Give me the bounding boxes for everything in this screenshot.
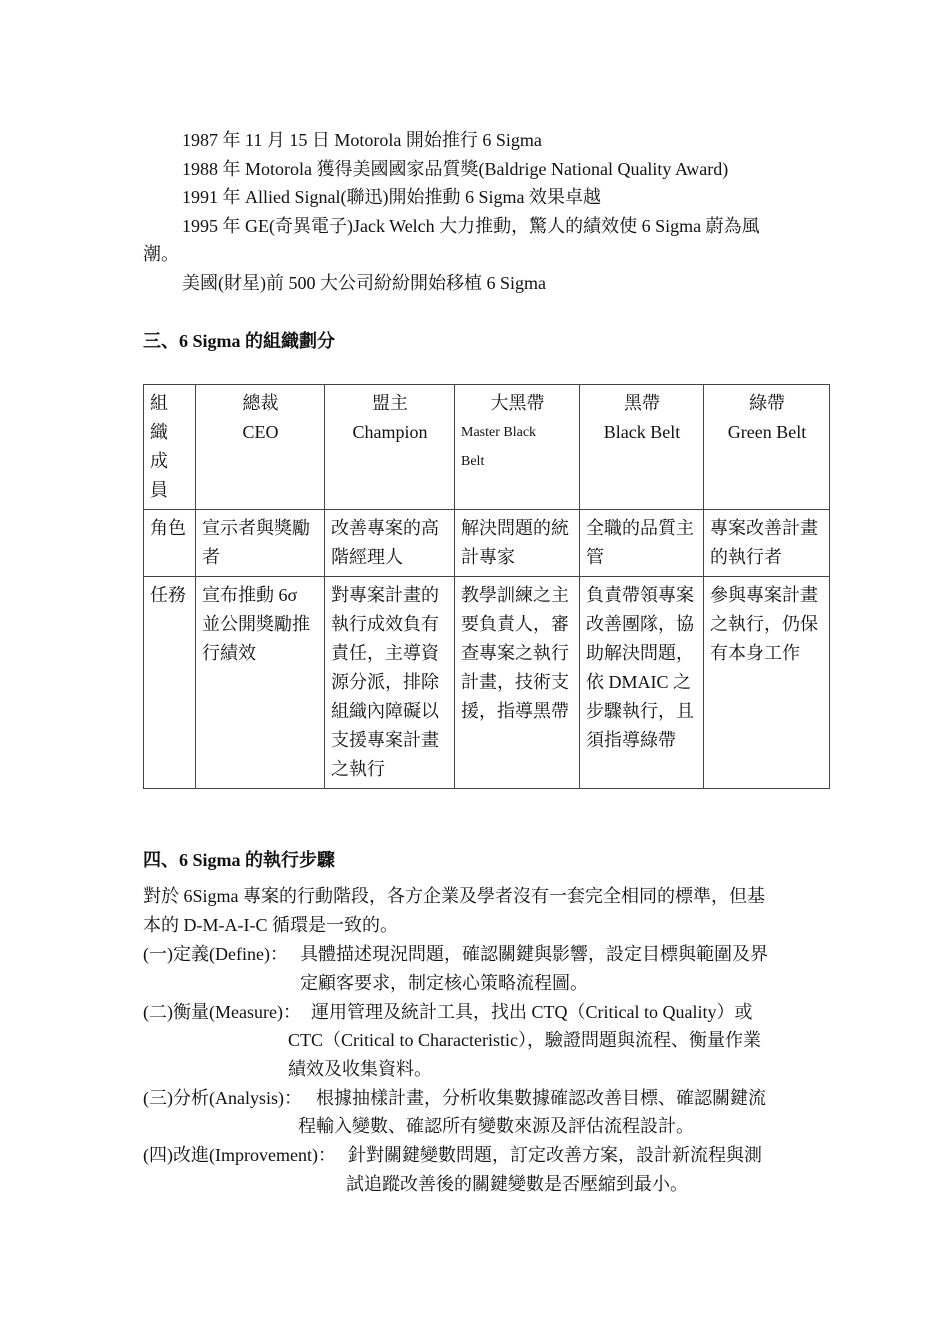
table-header-row [144,385,830,510]
task-label: 任務 [144,577,196,789]
header-bb-en: Black Belt [603,422,681,442]
step-measure-line-2: CTC（Critical to Characteristic），驗證問題與流程、衡量作業 [288,1030,761,1050]
section3-title: 三、6 Sigma 的組織劃分 [143,331,336,351]
role-gb: 專案改善計畫的執行者 [704,510,830,577]
header-label: 組織成員 [150,393,168,500]
task-gb: 參與專案計畫之執行，仍保有本身工作 [704,577,830,789]
step-measure-line-1: 運用管理及統計工具，找出 CTQ（Critical to Quality）或 [311,1002,753,1022]
history-line-1988: 1988 年 Motorola 獲得美國國家品質獎(Baldrige National Quality Award) [182,159,729,179]
header-bb-zh: 黑帶 [624,393,660,413]
section4-intro-line-2: 本的 D-M-A-I-C 循環是一致的。 [143,915,398,935]
step-define-label: (一)定義(Define)： [143,944,288,964]
header-ceo-zh: 總裁 [242,393,279,413]
header-label-cell [144,385,196,510]
step-measure-line-3: 績效及收集資料。 [288,1059,432,1079]
header-ceo-en: CEO [242,422,279,442]
step-improvement-line-2: 試追蹤改善後的關鍵變數是否壓縮到最小。 [346,1174,688,1194]
header-mbb-en2: Belt [461,454,485,469]
org-table [143,384,830,789]
header-gb-cell [704,385,830,510]
role-ceo: 宣示者與獎勵者 [196,510,325,577]
task-mbb: 教學訓練之主要負責人，審查專案之執行計畫，技術支援，指導黑帶 [455,577,580,789]
header-mbb-cell [455,385,580,510]
history-line-1987: 1987 年 11 月 15 日 Motorola 開始推行 6 Sigma [182,130,542,150]
header-champion-zh: 盟主 [372,393,408,413]
history-line-1991: 1991 年 Allied Signal(聯迅)開始推動 6 Sigma 效果卓越 [182,187,601,207]
history-line-fortune500: 美國(財星)前 500 大公司紛紛開始移植 6 Sigma [182,273,546,293]
history-line-1995-cont: 潮。 [143,244,179,264]
role-label: 角色 [144,510,196,577]
header-gb-zh: 綠帶 [749,393,785,413]
header-mbb-zh: 大黑帶 [490,393,545,413]
section4-title: 四、6 Sigma 的執行步驟 [143,850,336,870]
table-row-role [144,510,830,577]
step-analysis-label: (三)分析(Analysis)： [143,1088,302,1108]
step-improvement-label: (四)改進(Improvement)： [143,1145,336,1165]
role-bb: 全職的品質主管 [580,510,704,577]
role-champion: 改善專案的高階經理人 [325,510,455,577]
step-define-line-1: 具體描述現況問題，確認關鍵與影響，設定目標與範圍及界 [300,944,768,964]
task-bb: 負責帶領專案改善團隊，協助解決問題，依 DMAIC 之步驟執行，且須指導綠帶 [580,577,704,789]
header-mbb-en1: Master Black [461,425,537,440]
header-champion-en: Champion [352,422,428,442]
role-mbb: 解決問題的統計專家 [455,510,580,577]
step-measure-label: (二)衡量(Measure)： [143,1002,301,1022]
step-define-line-2: 定顧客要求，制定核心策略流程圖。 [300,973,588,993]
header-gb-en: Green Belt [727,422,807,442]
step-analysis-line-2: 程輸入變數、確認所有變數來源及評估流程設計。 [298,1116,694,1136]
section4-intro-line-1: 對於 6Sigma 專案的行動階段，各方企業及學者沒有一套完全相同的標準，但基 [143,886,765,906]
header-champion-cell [325,385,455,510]
history-line-1995: 1995 年 GE(奇異電子)Jack Welch 大力推動，驚人的績效使 6 Sigma 蔚為風 [182,216,760,236]
header-ceo-cell [196,385,325,510]
task-ceo: 宣布推動 6σ 並公開獎勵推行績效 [196,577,325,789]
task-champion: 對專案計畫的執行成效負有責任，主導資源分派，排除組織內障礙以支援專案計畫之執行 [325,577,455,789]
step-analysis-line-1: 根據抽樣計畫，分析收集數據確認改善目標、確認關鍵流 [316,1088,766,1108]
header-bb-cell [580,385,704,510]
step-improvement-line-1: 針對關鍵變數問題，訂定改善方案，設計新流程與測 [348,1145,762,1165]
table-row-task [144,577,830,789]
